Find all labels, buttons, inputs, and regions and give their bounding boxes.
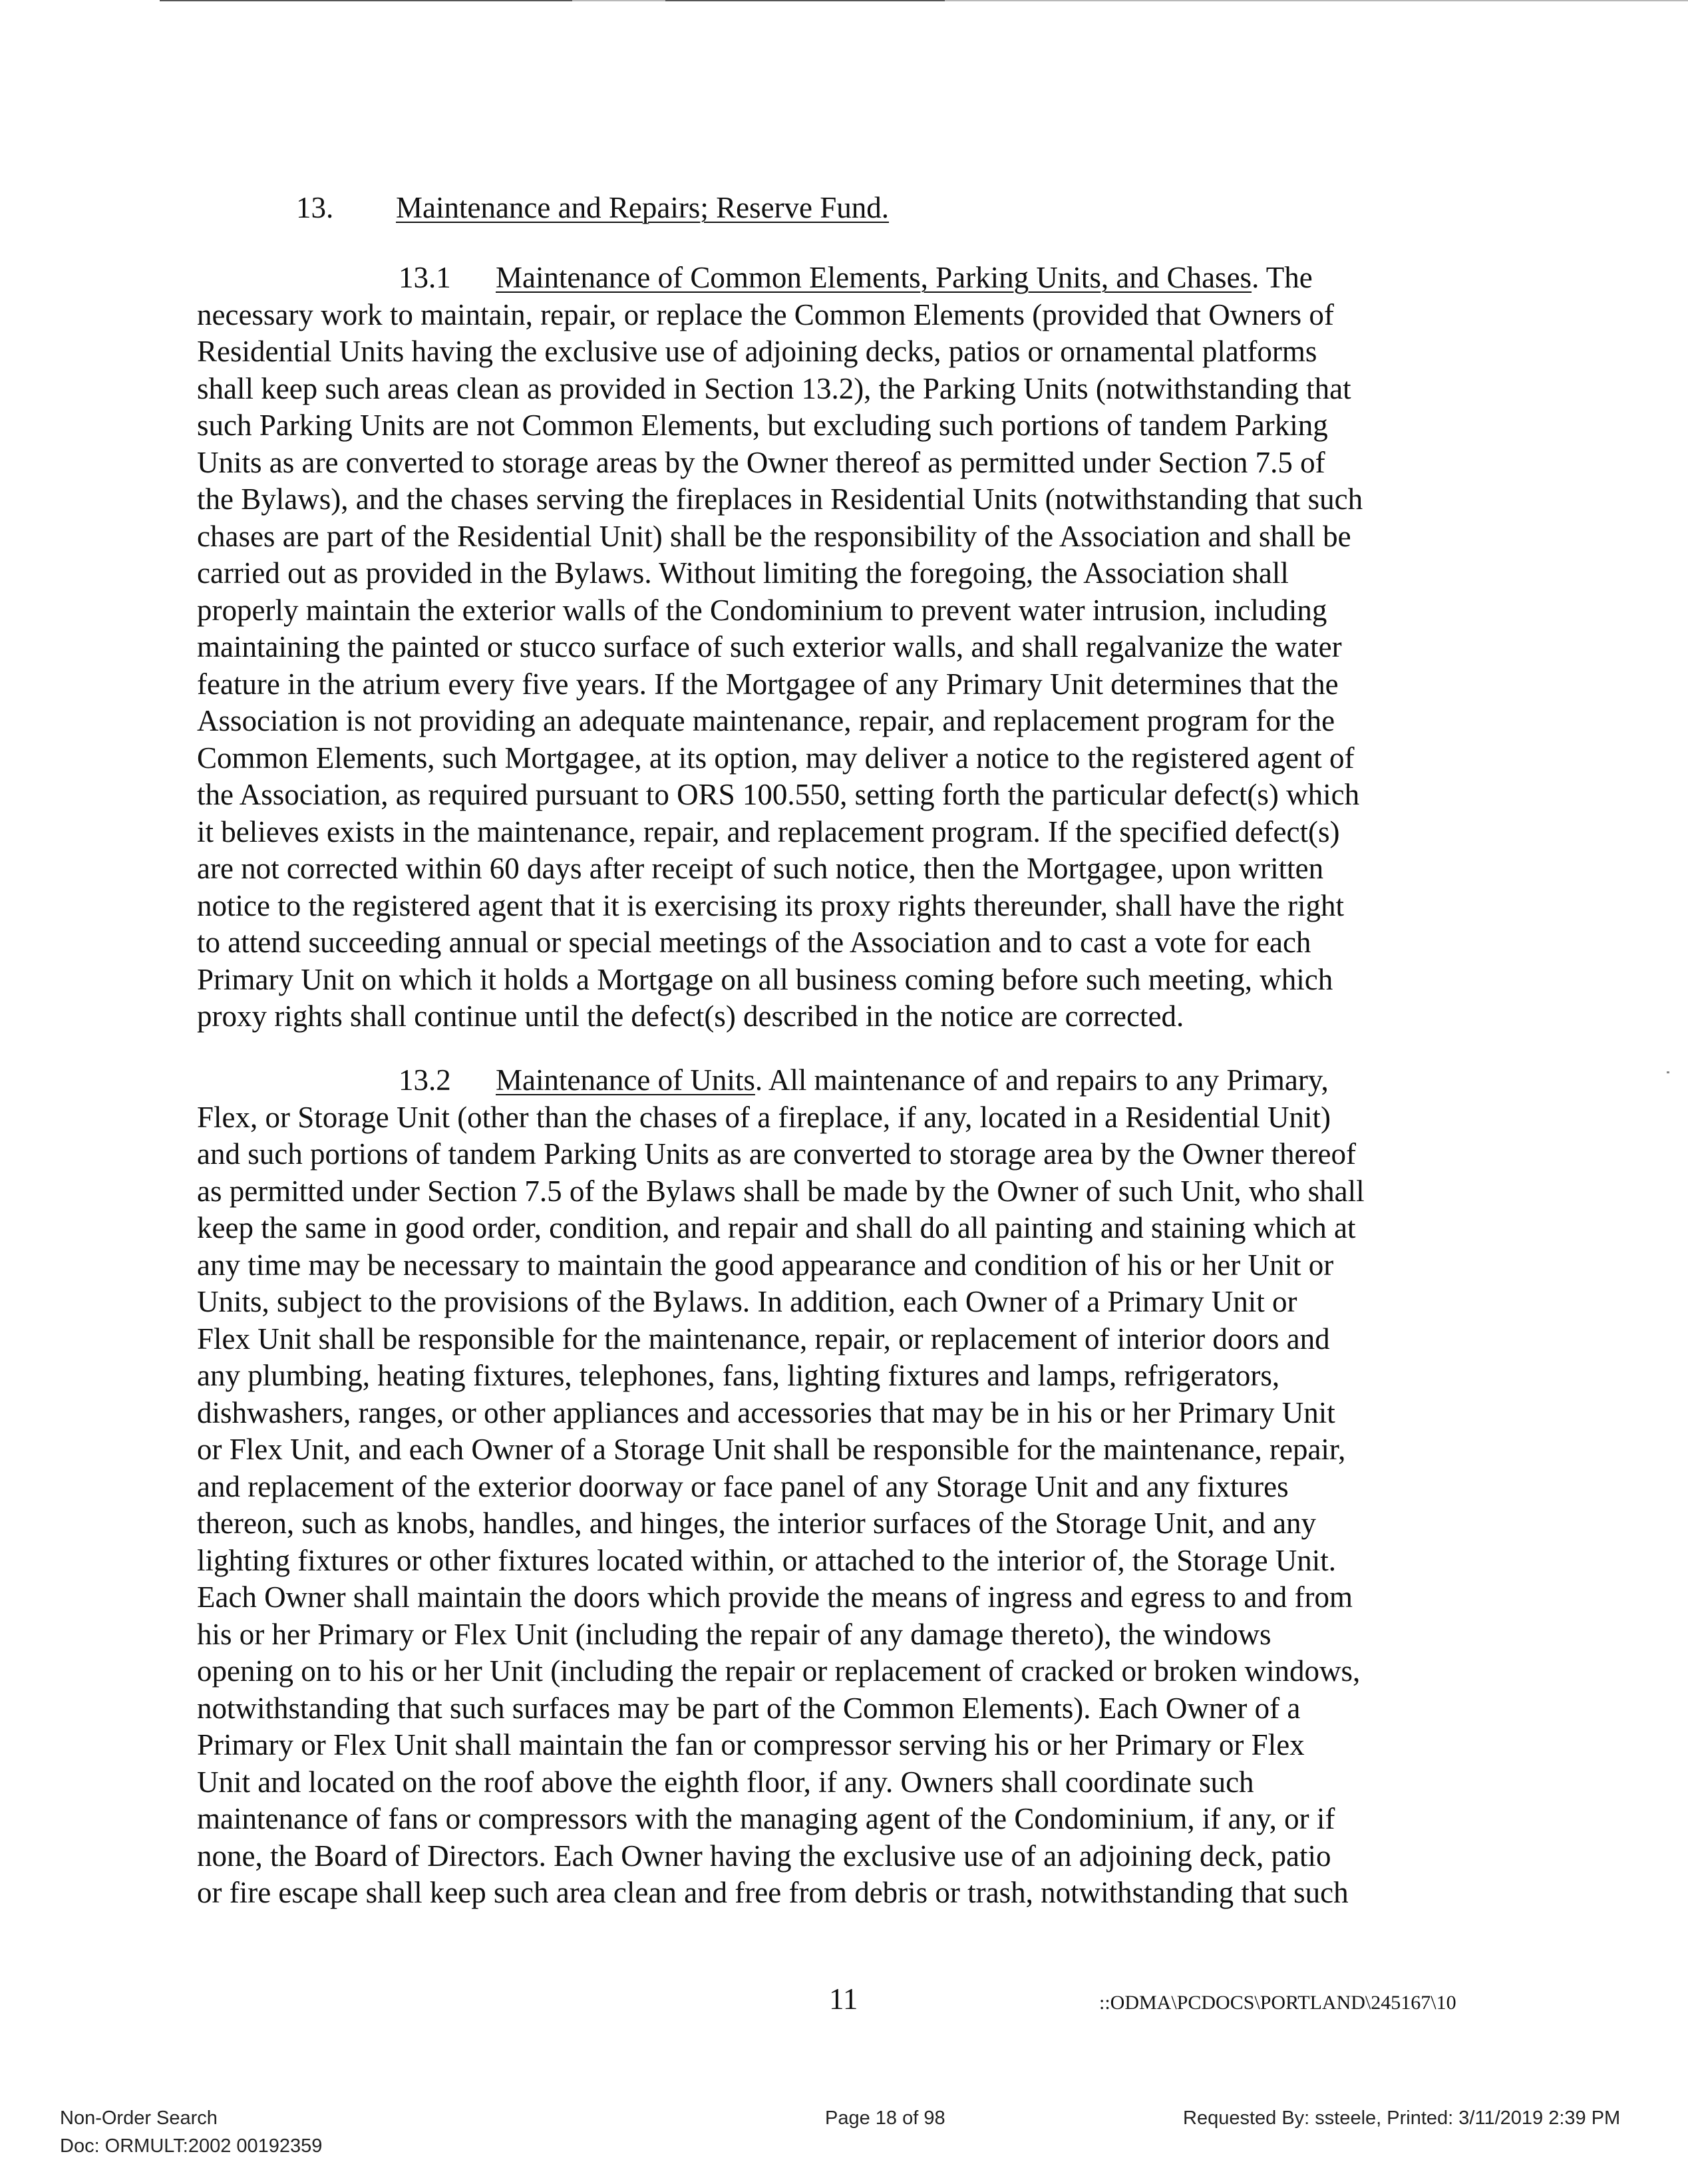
text-line: and such portions of tandem Parking Units as are converted to storage area by the Owner thereof	[197, 1137, 1356, 1171]
text-line: his or her Primary or Flex Unit (including the repair of any damage thereto), the windows	[197, 1617, 1271, 1651]
text-line: Primary Unit on which it holds a Mortgage on all business coming before such meeting, which	[197, 962, 1333, 996]
text-line: properly maintain the exterior walls of the Condominium to prevent water intrusion, including	[197, 593, 1327, 627]
subsection-number: 13.1	[399, 261, 451, 294]
text-line: Common Elements, such Mortgagee, at its option, may deliver a notice to the registered agent of	[197, 741, 1355, 775]
text-line: notice to the registered agent that it is exercising its proxy rights thereunder, shall have the right	[197, 888, 1344, 922]
text-line: or Flex Unit, and each Owner of a Storage Unit shall be responsible for the maintenance, repair,	[197, 1433, 1346, 1466]
text-line: Units as are converted to storage areas by the Owner thereof as permitted under Section 7.5 of	[197, 445, 1325, 479]
subsection-title: Maintenance of Units	[496, 1063, 755, 1097]
section-13-1-paragraph	[197, 260, 1488, 1035]
text-line: Flex, or Storage Unit (other than the chases of a fireplace, if any, located in a Residential Unit)	[197, 1100, 1331, 1134]
text-line: . The	[1252, 261, 1313, 294]
text-line: proxy rights shall continue until the defect(s) described in the notice are corrected.	[197, 1000, 1184, 1033]
text-line: and replacement of the exterior doorway or face panel of any Storage Unit and any fixtures	[197, 1469, 1289, 1503]
text-line: Residential Units having the exclusive use of adjoining decks, patios or ornamental platforms	[197, 335, 1317, 368]
scan-top-edge	[160, 0, 1688, 5]
document-path: ::ODMA\PCDOCS\PORTLAND\245167\10	[1099, 1992, 1456, 2014]
text-line: the Association, as required pursuant to ORS 100.550, setting forth the particular defect(s) which	[197, 778, 1360, 811]
paragraph-first-line	[197, 1062, 1488, 1099]
subsection-title: Maintenance of Common Elements, Parking Units, and Chases	[496, 261, 1252, 294]
text-line: feature in the atrium every five years. If the Mortgagee of any Primary Unit determines that the	[197, 667, 1339, 701]
text-line: lighting fixtures or other fixtures located within, or attached to the interior of, the Storage Unit.	[197, 1543, 1337, 1577]
text-line: dishwashers, ranges, or other appliances and accessories that may be in his or her Primary Unit	[197, 1395, 1335, 1429]
document-id-label: Doc: ORMULT:2002 00192359	[60, 2135, 323, 2157]
text-line: notwithstanding that such surfaces may be part of the Common Elements). Each Owner of a	[197, 1691, 1301, 1725]
text-line: as permitted under Section 7.5 of the Bylaws shall be made by the Owner of such Unit, who shall	[197, 1174, 1365, 1208]
text-line: shall keep such areas clean as provided in Section 13.2), the Parking Units (notwithstanding that	[197, 371, 1351, 405]
text-line: thereon, such as knobs, handles, and hinges, the interior surfaces of the Storage Unit, and any	[197, 1507, 1317, 1540]
paragraph-first-line	[197, 260, 1488, 297]
text-line: opening on to his or her Unit (including the repair or replacement of cracked or broken windows,	[197, 1654, 1361, 1688]
text-line: chases are part of the Residential Unit) shall be the responsibility of the Association and shall be	[197, 519, 1351, 553]
text-line: any plumbing, heating fixtures, telephones, fans, lighting fixtures and lamps, refrigerators,	[197, 1359, 1280, 1392]
text-line: such Parking Units are not Common Elements, but excluding such portions of tandem Parking	[197, 409, 1328, 442]
text-line: Flex Unit shall be responsible for the maintenance, repair, or replacement of interior doors and	[197, 1322, 1330, 1356]
text-line: Association is not providing an adequate maintenance, repair, and replacement program for the	[197, 704, 1335, 737]
text-line: . All maintenance of and repairs to any Primary,	[755, 1063, 1329, 1097]
text-line: any time may be necessary to maintain the good appearance and condition of his or her Unit or	[197, 1248, 1334, 1282]
subsection-number: 13.2	[399, 1063, 451, 1097]
scan-speck	[1667, 1071, 1669, 1073]
text-line: maintaining the painted or stucco surface of such exterior walls, and shall regalvanize the water	[197, 630, 1342, 663]
text-line: or fire escape shall keep such area clean and free from debris or trash, notwithstanding that such	[197, 1876, 1349, 1909]
requested-by-label: Requested By: ssteele, Printed: 3/11/2019 2:39 PM	[1183, 2107, 1621, 2129]
page-number: 11	[829, 1982, 858, 2016]
text-line: to attend succeeding annual or special meetings of the Association and to cast a vote for each	[197, 926, 1311, 959]
text-line: the Bylaws), and the chases serving the fireplaces in Residential Units (notwithstanding that such	[197, 482, 1363, 516]
section-13-heading	[296, 189, 889, 226]
section-number: 13.	[296, 191, 334, 224]
text-line: necessary work to maintain, repair, or replace the Common Elements (provided that Owners of	[197, 297, 1334, 331]
text-line: are not corrected within 60 days after receipt of such notice, then the Mortgagee, upon written	[197, 852, 1324, 885]
page-count-label: Page 18 of 98	[825, 2107, 945, 2129]
text-line: Each Owner shall maintain the doors which provide the means of ingress and egress to and from	[197, 1580, 1353, 1614]
text-line: none, the Board of Directors. Each Owner having the exclusive use of an adjoining deck, patio	[197, 1839, 1331, 1873]
text-line: carried out as provided in the Bylaws. Without limiting the foregoing, the Association shall	[197, 556, 1289, 590]
text-line: keep the same in good order, condition, and repair and shall do all painting and staining which at	[197, 1211, 1356, 1244]
text-line: Unit and located on the roof above the eighth floor, if any. Owners shall coordinate such	[197, 1765, 1254, 1799]
text-line: Primary or Flex Unit shall maintain the fan or compressor serving his or her Primary or Flex	[197, 1728, 1305, 1761]
text-line: it believes exists in the maintenance, repair, and replacement program. If the specified defect(s)	[197, 815, 1340, 848]
section-title: Maintenance and Repairs; Reserve Fund.	[396, 191, 890, 224]
text-line: maintenance of fans or compressors with the managing agent of the Condominium, if any, or if	[197, 1802, 1335, 1835]
search-type-label: Non-Order Search	[60, 2107, 218, 2129]
text-line: Units, subject to the provisions of the Bylaws. In addition, each Owner of a Primary Unit or	[197, 1285, 1297, 1318]
section-13-2-paragraph	[197, 1062, 1488, 1912]
